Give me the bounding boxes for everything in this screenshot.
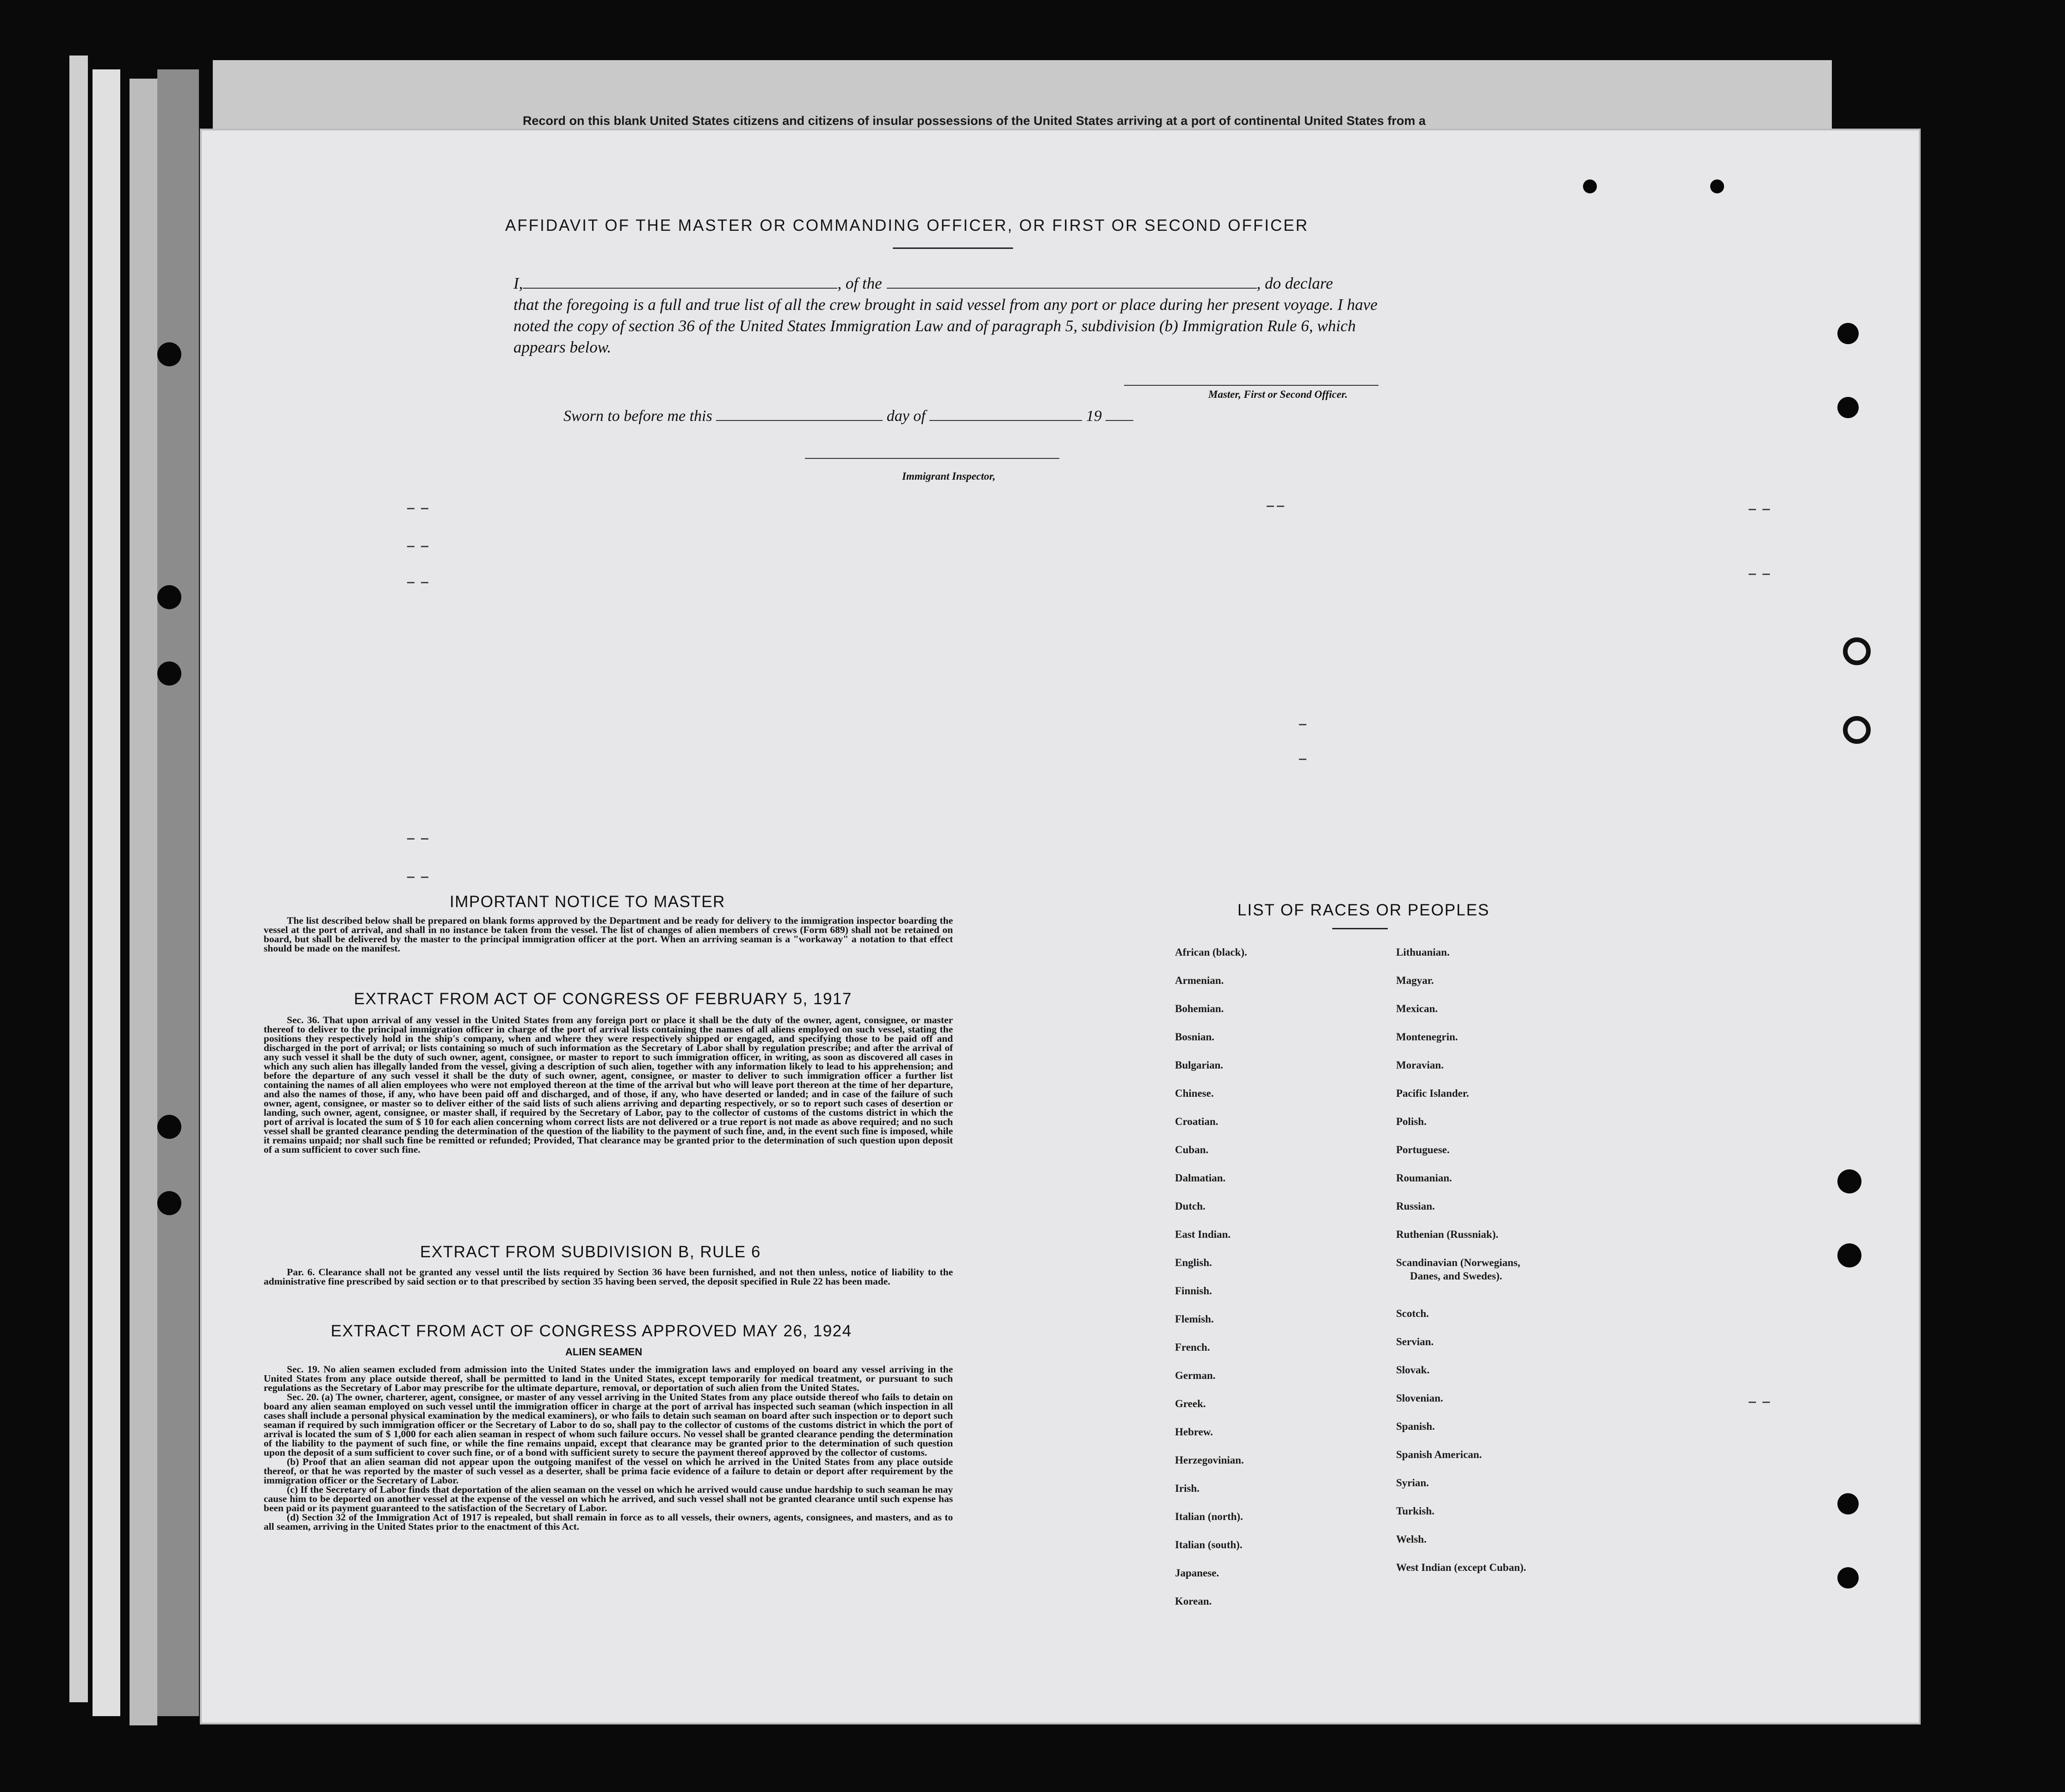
sworn-year: 19 [1086,408,1102,425]
affidavit-declaration [513,273,1383,358]
declaration-line [513,273,1383,294]
race-item: Korean. [1175,1595,1212,1607]
race-item: Hebrew. [1175,1426,1213,1438]
race-item: African (black). [1175,946,1247,958]
race-item: Dutch. [1175,1200,1206,1212]
row-dash [421,877,428,878]
row-dash [1299,759,1306,760]
binder-hole-icon [1837,1169,1861,1193]
race-item: Montenegrin. [1396,1031,1458,1043]
extract-1924-sec20a: Sec. 20. (a) The owner, charterer, agent, consignee, or master of any vessel arriving in the United States from any place outside thereof who fails to detain on board any alien seaman employed on such vessel until the immigration officer in charge at the port of arrival has inspected such seaman (which inspection in all cases shall include a personal physical examination by the medical examiners), or who fails to detain such seaman on board after such inspection or to deport such seaman if required by such immigration officer or the Secretary of Labor to do so, shall pay to the collector of customs of the customs district in which the port of arrival is located the sum of $ 1,000 for each alien seaman in respect of whom such failure occurs. No vessel shall be granted clearance pending the determination of the liability to the payment of such fine, or while the fine remains unpaid, except that clearance may be granted prior to the determination of such question upon the deposit of a sum sufficient to cover such fine, or of a bond with sufficient surety to secure the payment thereof approved by the collector of customs. [264,1391,953,1458]
race-item: Portuguese. [1396,1144,1450,1156]
extract-1924-sec20c: (c) If the Secretary of Labor finds that deportation of the alien seaman on the vessel on which he arrived would cause undue hardship to such seaman he may cause him to be deported on another vessel at the expense of the vessel on which he arrived, and such vessel shall not be granted clearance until such expense has been paid or its payment guaranteed to the satisfaction of the Secretary of Labor. [264,1484,953,1514]
declaration-of-the: , of the [837,274,882,292]
races-title-rule [1332,928,1388,929]
row-dash [1277,506,1284,507]
important-notice-title: IMPORTANT NOTICE TO MASTER [450,893,725,911]
extract-1917-title: EXTRACT FROM ACT OF CONGRESS OF FEBRUARY 5, 1917 [354,990,852,1008]
row-dash [407,582,414,583]
race-item: Scotch. [1396,1308,1429,1319]
race-item: Bohemian. [1175,1003,1224,1014]
extract-rule6-paragraph: Par. 6. Clearance shall not be granted any vessel until the lists required by Section 36 have been furnished, and not then unless, notice of liability to the administrative fine prescribed by said section or to that prescribed by section 35 having been served, the deposit specified in Rule 22 has been made. [264,1267,953,1287]
race-item: Chinese. [1175,1088,1214,1099]
row-dash [1762,574,1770,575]
row-dash [421,546,428,547]
inspector-signature-line[interactable] [805,458,1059,459]
race-item: Ruthenian (Russniak). [1396,1229,1499,1240]
row-dash [1267,506,1274,507]
race-item: English. [1175,1257,1212,1268]
row-dash [1749,574,1756,575]
race-item: Scandinavian (Norwegians, [1396,1257,1521,1268]
extract-1924-sec19: Sec. 19. No alien seamen excluded from admission into the United States under the immigration laws and employed on board any vessel arriving in the United States from any place outside thereof, shall be permitted to land in the United States, except temporarily for medical treatment, or pursuant to such regulations as the Secretary of Labor may prescribe for the ultimate departure, removal, or deportation of such alien from the United States. [264,1364,953,1393]
race-item: Servian. [1396,1336,1434,1347]
race-item: Spanish. [1396,1421,1435,1432]
extract-rule6-text [264,1267,953,1286]
row-dash [407,546,414,547]
declaration-i: I, [513,274,523,292]
race-item: Roumanian. [1396,1172,1452,1184]
binder-hole-icon [157,342,181,366]
race-item: Spanish American. [1396,1449,1482,1460]
master-signature-line[interactable] [1124,385,1379,386]
race-item: Welsh. [1396,1533,1427,1545]
binder-hole-icon [1837,397,1859,418]
race-item: Slovak. [1396,1364,1430,1376]
race-item: Lithuanian. [1396,946,1450,958]
extract-1924-title: EXTRACT FROM ACT OF CONGRESS APPROVED MAY 26, 1924 [331,1322,852,1340]
race-item: Croatian. [1175,1116,1218,1127]
sworn-line [563,406,1133,425]
race-item: Irish. [1175,1483,1200,1494]
binder-hole-icon [1837,1493,1859,1514]
vessel-name-blank[interactable] [887,274,1257,289]
row-dash [1299,724,1306,725]
important-notice-paragraph: The list described below shall be prepared on blank forms approved by the Department and be ready for delivery to the immigration inspector boarding the vessel at the port of arrival, and shall in no instance be taken from the vessel. The list of changes of alien members of crews (Form 689) shall not be retained on board, but shall be delivered by the master to the principal immigration officer at the port. When an arriving seaman is a "workaway" a notation to that effect should be made on the manifest. [264,915,953,954]
race-item: Armenian. [1175,975,1224,986]
race-item: German. [1175,1370,1216,1381]
race-item: Finnish. [1175,1285,1212,1297]
race-item: Magyar. [1396,975,1434,986]
binder-hole-icon [1837,1567,1859,1588]
row-dash [407,838,414,840]
binder-hole-icon [1837,323,1859,344]
extract-1917-text [264,1015,953,1154]
binder-strip-1 [69,56,88,1702]
race-item: Flemish. [1175,1313,1214,1325]
race-item: Danes, and Swedes). [1410,1270,1502,1282]
master-signature-caption: Master, First or Second Officer. [1208,389,1348,400]
row-dash [421,508,428,509]
binder-hole-icon [157,661,181,686]
binder-strip-4 [157,69,199,1716]
sworn-day-blank[interactable] [716,406,883,421]
race-item: Dalmatian. [1175,1172,1226,1184]
sworn-day-of: day of [886,408,926,425]
row-dash [407,877,414,878]
extract-1924-sec20d: (d) Section 32 of the Immigration Act of 1917 is repealed, but shall remain in force as to all vessels, their owners, agents, consignees, and masters, and as to all seamen, arriving in the United States prior to the enactment of this Act. [264,1512,953,1532]
declaration-declare: , do declare [1256,274,1333,292]
row-dash [1749,1402,1756,1403]
title-rule [893,247,1013,249]
sworn-year-blank[interactable] [1106,406,1133,421]
race-item: Slovenian. [1396,1392,1443,1404]
declaration-body: that the foregoing is a full and true list of all the crew brought in said vessel from any port or place during her present voyage. I have noted the copy of section 36 of the United States Immigration Law and of paragraph 5, subdivision (b) Immigration Rule 6, which appears below. [513,296,1378,356]
race-item: Cuban. [1175,1144,1209,1156]
race-item: West Indian (except Cuban). [1396,1562,1527,1573]
row-dash [407,508,414,509]
race-item: Pacific Islander. [1396,1088,1469,1099]
row-dash [1762,1402,1770,1403]
race-item: Moravian. [1396,1059,1444,1071]
extract-1924-subtitle: ALIEN SEAMEN [565,1346,643,1358]
punch-hole-icon [1710,179,1724,193]
race-item: East Indian. [1175,1229,1231,1240]
race-item: French. [1175,1341,1210,1353]
punch-hole-icon [1583,179,1597,193]
row-dash [1749,509,1756,510]
extract-1924-sec20b: (b) Proof that an alien seaman did not appear upon the outgoing manifest of the vessel on which he arrived in the United States from any place outside thereof, or that he was reported by the master of such vessel as a deserter, shall be prima facie evidence of a failure to detain or deport after requirement by the immigration officer or the Secretary of Labor. [264,1456,953,1486]
race-item: Japanese. [1175,1567,1219,1579]
important-notice-text [264,916,953,953]
race-item: Herzegovinian. [1175,1454,1244,1466]
race-item: Bosnian. [1175,1031,1215,1043]
sworn-prefix: Sworn to before me this [563,408,712,425]
row-dash [1762,509,1770,510]
sworn-month-blank[interactable] [929,406,1082,421]
binder-hole-icon [157,1115,181,1139]
extract-1917-paragraph: Sec. 36. That upon arrival of any vessel in the United States from any foreign port or place it shall be the duty of the owner, agent, consignee, or master thereof to deliver to the principal immigration officer in charge of the port of arrival lists containing the names of all aliens employed on such vessel, stating the positions they respectively hold in the ship's company, when and where they were respectively shipped or engaged, and specifying those to be paid off and discharged in the port of arrival; or lists containing so much of such information as the Secretary of Labor shall by regulation prescribe; and after the arrival of any such vessel it shall be the duty of such owner, agent, consignee, or master to report to such immigration officer, in writing, as soon as discovered all cases in which any such alien has illegally landed from the vessel, giving a description of such alien, together with any information likely to lead to his apprehension; and before the departure of any such vessel it shall be the duty of such owner, agent, consignee, or master to deliver to such immigration officer a further list containing the names of all alien employees who were not employed thereon at the time of the arrival but who will leave port thereon at the time of her departure, and also the names of those, if any, who have been paid off and discharged, and of those, if any, who have deserted or landed; and in case of the failure of such owner, agent, consignee, or master so to deliver either of the said lists of such aliens arriving and departing respectively, or so to report such cases of desertion or landing, such owner, agent, consignee, or master shall, if required by the Secretary of Labor, pay to the collector of customs of the customs district in which the port of arrival is located the sum of $ 10 for each alien concerning whom correct lists are not delivered or a true report is not made as above required; and no such vessel shall be granted clearance pending the determination of the question of the liability to the payment of such fine, and, in the event such fine is imposed, while it remains unpaid; nor shall such fine be remitted or refunded; Provided, That clearance may be granted prior to the determination of such question upon deposit of a sum sufficient to cover such fine. [264,1014,953,1155]
binder-hole-icon [157,585,181,609]
race-item: Syrian. [1396,1477,1429,1489]
race-item: Bulgarian. [1175,1059,1224,1071]
race-item: Italian (south). [1175,1539,1243,1551]
race-item: Mexican. [1396,1003,1438,1014]
header-strip-text: Record on this blank United States citizens and citizens of insular possessions of the United States arriving at a port of continental United States from a [523,114,1426,128]
ring-hole-icon [1843,637,1871,665]
race-item: Greek. [1175,1398,1206,1409]
race-item: Polish. [1396,1116,1427,1127]
extract-rule6-title: EXTRACT FROM SUBDIVISION B, RULE 6 [420,1243,761,1261]
row-dash [421,582,428,583]
binder-strip-3 [130,79,157,1725]
extract-1924-text [264,1365,953,1531]
row-dash [421,838,428,840]
races-title: LIST OF RACES OR PEOPLES [1237,901,1490,919]
officer-name-blank[interactable] [523,274,837,289]
race-item: Italian (north). [1175,1511,1243,1522]
binder-hole-icon [1837,1243,1861,1267]
race-item: Turkish. [1396,1505,1434,1517]
inspector-caption: Immigrant Inspector, [902,470,995,482]
binder-strip-2 [93,69,120,1716]
race-item: Russian. [1396,1200,1435,1212]
affidavit-title: AFFIDAVIT OF THE MASTER OR COMMANDING OFFICER, OR FIRST OR SECOND OFFICER [505,216,1309,235]
binder-hole-icon [157,1191,181,1215]
ring-hole-icon [1843,716,1871,744]
